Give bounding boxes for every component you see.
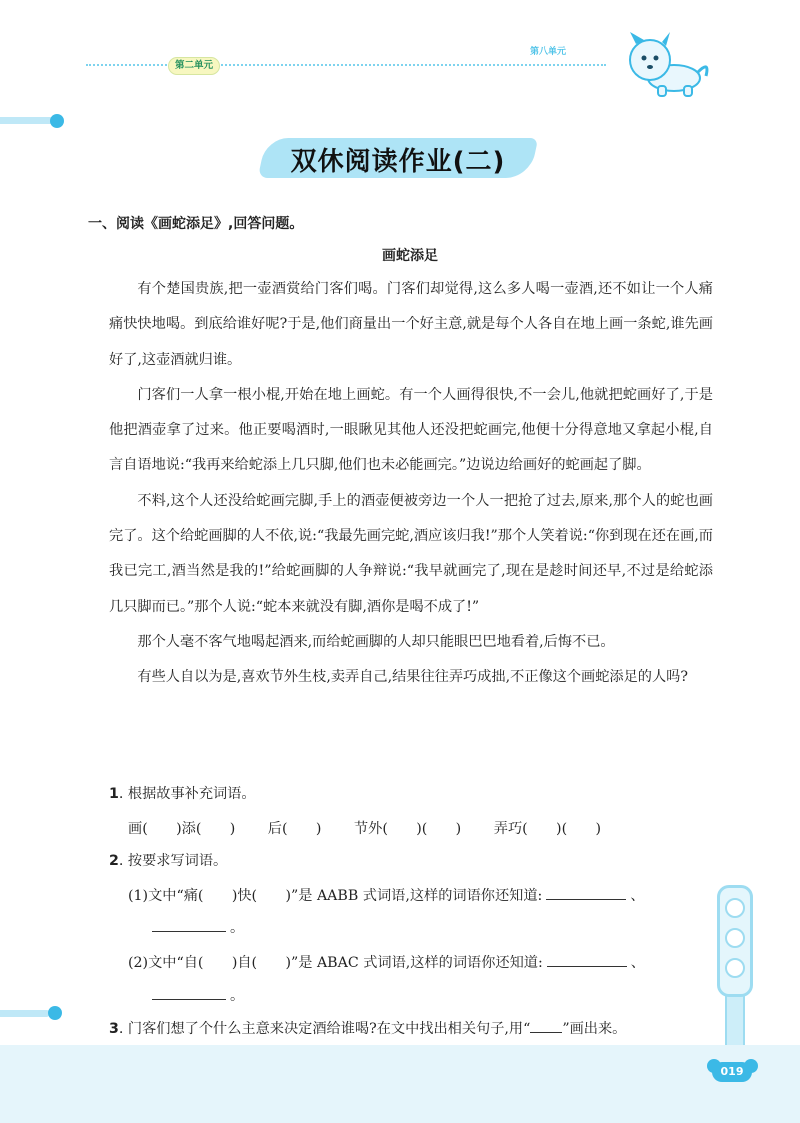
decorative-dot (48, 1006, 62, 1020)
fill-blank[interactable]: 后( ) (267, 821, 322, 837)
question-2-sub-1: (1)文中“痛( )快( )”是 AABB 式词语,这样的词语你还知道: 、 (128, 888, 645, 904)
header-dotted-line (86, 64, 606, 66)
question-3: 3. 门客们想了个什么主意来决定酒给谁喝?在文中找出相关句子,用“ ”画出来。 (109, 1021, 627, 1037)
decorative-dot (50, 114, 64, 128)
question-2-sub-2-cont: 。 (152, 985, 244, 1005)
fill-blank[interactable]: 节外( )( ) (353, 821, 462, 837)
underline-sample (530, 1032, 562, 1033)
unit-label-right: 第八单元 (530, 47, 567, 57)
light-circle (725, 958, 745, 978)
page-title: 双休阅读作业(二) (290, 147, 506, 177)
puppy-mascot-icon (622, 30, 712, 100)
traffic-light-icon (717, 885, 753, 997)
fill-blank[interactable]: 画( )添( ) (128, 821, 236, 837)
question-2: 2. 按要求写词语。 (109, 853, 228, 869)
question-2-sub-2: (2)文中“自( )自( )”是 ABAC 式词语,这样的词语你还知道: 、 (128, 955, 645, 971)
question-2-sub-1-cont: 。 (152, 917, 244, 937)
passage-paragraph: 不料,这个人还没给蛇画完脚,手上的酒壶便被旁边一个人一把抢了过去,原来,那个人的蛇也画完了。这个给蛇画脚的人不依,说:“我最先画完蛇,酒应该归我!”那个人笑着说:“你到现在还在画,而我已完工,酒当然是我的!”给蛇画脚的人争辩说:“我早就画完了,现在是趁时间还早,不过是给蛇添几只脚而已。”那个人说:“蛇本来就没有脚,酒你是喝不成了!” (109, 492, 713, 615)
section-heading: 一、阅读《画蛇添足》,回答问题。 (88, 216, 304, 232)
story-title: 画蛇添足 (382, 248, 438, 264)
reading-passage (109, 272, 713, 696)
answer-line[interactable] (152, 998, 226, 1000)
question-1-blanks (128, 818, 629, 838)
light-circle (725, 928, 745, 948)
answer-line[interactable] (547, 965, 627, 967)
question-1: 1. 根据故事补充词语。 (109, 786, 256, 802)
passage-paragraph: 有个楚国贵族,把一壶酒赏给门客们喝。门客们却觉得,这么多人喝一壶酒,还不如让一个人痛痛快快地喝。到底给谁好呢?于是,他们商量出一个好主意,就是每个人各自在地上画一条蛇,谁先画好了,这壶酒就归谁。 (109, 281, 713, 368)
fill-blank[interactable]: 弄巧( )( ) (493, 821, 602, 837)
unit-label-left: 第二单元 (168, 57, 220, 75)
passage-paragraph: 那个人毫不客气地喝起酒来,而给蛇画脚的人却只能眼巴巴地看着,后悔不已。 (137, 633, 615, 650)
light-circle (725, 898, 745, 918)
decorative-bar (0, 1010, 50, 1017)
answer-line[interactable] (152, 930, 226, 932)
page-number: 019 (712, 1062, 752, 1082)
passage-paragraph: 门客们一人拿一根小棍,开始在地上画蛇。有一个人画得很快,不一会儿,他就把蛇画好了,于是他把酒壶拿了过来。他正要喝酒时,一眼瞅见其他人还没把蛇画完,他便十分得意地又拿起小棍,自言自语地说:“我再来给蛇添上几只脚,他们也未必能画完。”边说边给画好的蛇画起了脚。 (109, 386, 713, 474)
answer-line[interactable] (546, 898, 626, 900)
footer-band (0, 1045, 800, 1123)
decorative-bar (0, 117, 54, 124)
passage-paragraph: 有些人自以为是,喜欢节外生枝,卖弄自己,结果往往弄巧成拙,不正像这个画蛇添足的人吗? (137, 669, 688, 686)
